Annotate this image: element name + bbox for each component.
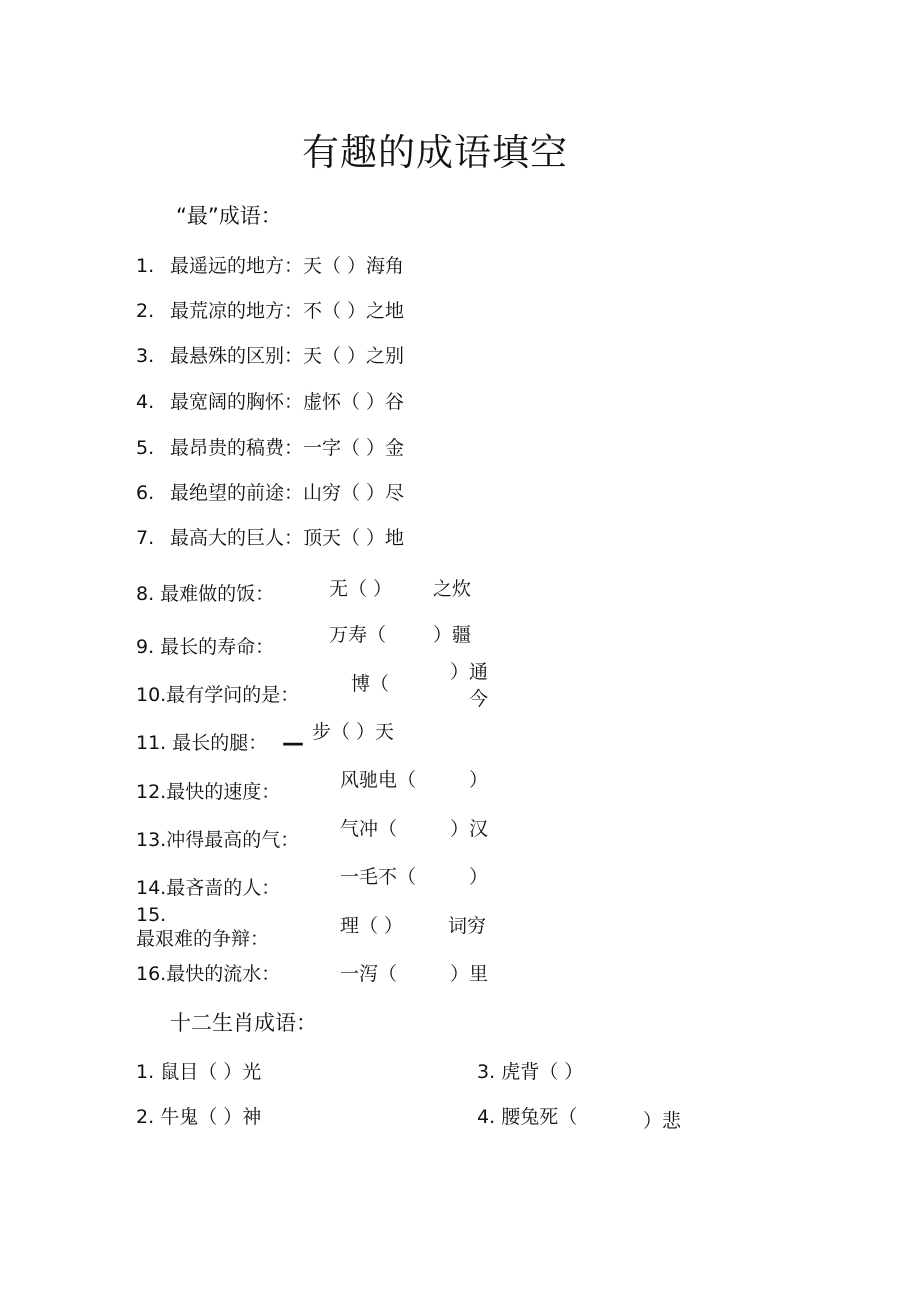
- item-label: 10.最有学问的是：: [136, 684, 300, 706]
- item-answer-part: 无（ ）: [329, 578, 393, 600]
- item-label: 13.冲得最高的气：: [136, 829, 300, 851]
- item-number: 15.: [136, 904, 167, 926]
- item-label: 最艰难的争辩：: [136, 928, 270, 950]
- item-desc: 最遥远的地方：: [170, 255, 304, 277]
- item-answer-part: 万寿（: [329, 624, 387, 646]
- list-item: [136, 1063, 261, 1082]
- list-item: [477, 1108, 577, 1127]
- item-number: 6.: [136, 482, 155, 504]
- item-label: 8. 最难做的饭：: [136, 583, 275, 605]
- item-desc: 最绝望的前途：: [170, 482, 304, 504]
- item-answer-part: ）: [469, 866, 489, 888]
- list-item: [136, 484, 404, 503]
- item-answer-part: ）里: [450, 963, 489, 985]
- item-number: 5.: [136, 437, 155, 459]
- list-item: [477, 1063, 583, 1082]
- item-answer-part: ）: [469, 769, 489, 791]
- item-text: 牛鬼（ ）神: [160, 1106, 262, 1128]
- list-item: [136, 257, 404, 276]
- item-answer-part: 气冲（: [340, 818, 398, 840]
- item-label: 16.最快的流水：: [136, 963, 281, 985]
- list-item: [136, 347, 404, 366]
- item-answer-part: 理（ ）: [340, 915, 404, 937]
- item-number: 4.: [477, 1106, 496, 1128]
- item-number: 1.: [136, 255, 155, 277]
- item-answer-part: 一泻（: [340, 963, 398, 985]
- item-answer-part: ）悲: [643, 1110, 682, 1132]
- item-number: 7.: [136, 527, 155, 549]
- item-number: 3.: [136, 345, 155, 367]
- item-desc: 最昂贵的稿费：: [170, 437, 304, 459]
- item-answer: 天（ ）之别: [303, 345, 405, 367]
- list-item: [136, 393, 404, 412]
- section-heading-zodiac: 十二生肖成语：: [170, 1011, 317, 1035]
- item-label: 14.最吝啬的人：: [136, 877, 281, 899]
- list-item: [136, 302, 404, 321]
- item-answer-part: 风驰电（: [340, 769, 417, 791]
- item-answer: 虚怀（ ）谷: [303, 391, 405, 413]
- item-answer: 山穷（ ）尽: [303, 482, 405, 504]
- item-number: 4.: [136, 391, 155, 413]
- page-title: 有趣的成语填空: [302, 131, 568, 174]
- item-desc: 最高大的巨人：: [170, 527, 304, 549]
- item-answer-part: 之炊: [433, 578, 472, 600]
- item-answer-part: 步（ ）天: [312, 721, 395, 743]
- list-item: [136, 529, 404, 548]
- item-label: 11. 最长的腿：: [136, 732, 268, 754]
- item-number: 2.: [136, 1106, 155, 1128]
- item-answer-part: ）疆: [433, 624, 472, 646]
- item-label: 12.最快的速度：: [136, 781, 281, 803]
- item-desc: 最悬殊的区别：: [170, 345, 304, 367]
- item-desc: 最宽阔的胸怀：: [170, 391, 304, 413]
- item-text: 虎背（ ）: [501, 1061, 584, 1083]
- item-label: 9. 最长的寿命：: [136, 636, 275, 658]
- list-item: [136, 1108, 261, 1127]
- item-answer-part: 博（: [351, 673, 390, 695]
- item-answer-part: 今: [469, 688, 489, 710]
- item-answer-part: 词穷: [448, 915, 487, 937]
- list-item: [136, 439, 404, 458]
- item-desc: 最荒凉的地方：: [170, 300, 304, 322]
- item-text: 鼠目（ ）光: [160, 1061, 262, 1083]
- item-text: 腰兔死（: [501, 1106, 578, 1128]
- section-heading-zui: “最”成语：: [176, 204, 282, 228]
- item-answer-part: ）通: [450, 661, 489, 683]
- item-number: 1.: [136, 1061, 155, 1083]
- item-answer: 一字（ ）金: [303, 437, 405, 459]
- item-answer-part: 一毛不（: [340, 866, 417, 888]
- item-answer: 不（ ）之地: [303, 300, 405, 322]
- item-answer-part: ）汉: [450, 818, 489, 840]
- item-answer: 顶天（ ）地: [303, 527, 405, 549]
- item-answer: 天（ ）海角: [303, 255, 405, 277]
- item-dash: —: [282, 731, 304, 756]
- item-number: 2.: [136, 300, 155, 322]
- item-number: 3.: [477, 1061, 496, 1083]
